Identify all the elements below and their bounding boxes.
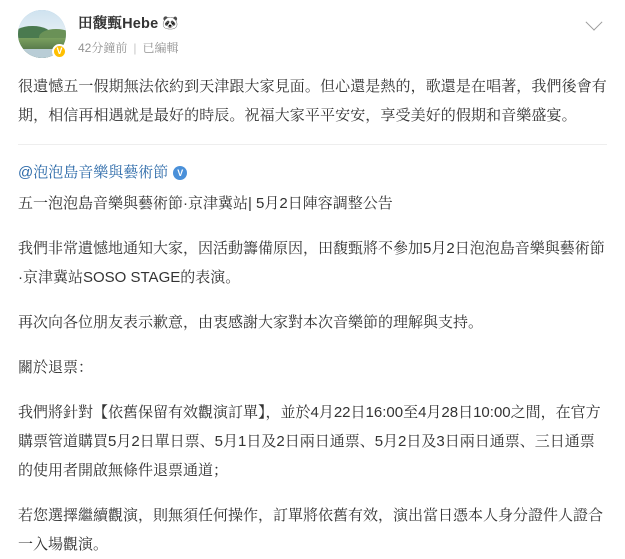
post-body bbox=[18, 72, 607, 130]
chevron-down-icon bbox=[586, 14, 603, 31]
quoted-account-mention[interactable]: @泡泡島音樂與藝術節 bbox=[18, 164, 169, 181]
post-meta bbox=[78, 39, 581, 56]
post-timestamp: 42分鐘前 bbox=[78, 41, 128, 55]
quoted-post-body bbox=[18, 234, 607, 559]
post-more-button[interactable] bbox=[581, 12, 607, 38]
author-name[interactable]: 田馥甄Hebe bbox=[78, 16, 159, 32]
verified-badge-icon: V bbox=[52, 44, 67, 59]
quoted-paragraph: 關於退票： bbox=[18, 359, 94, 376]
post-paragraph: 很遺憾五一假期無法依約到天津跟大家見面。但心還是熱的，歌還是在唱著，我們後會有期，相信再相遇就是最好的時辰。祝福大家平平安安，享受美好的假期和音樂盛宴。 bbox=[18, 78, 607, 124]
post-header-text bbox=[78, 10, 581, 56]
quoted-post-title: 五一泡泡島音樂與藝術節·京津冀站| 5月2日陣容調整公告 bbox=[18, 195, 393, 212]
post-header bbox=[18, 10, 607, 66]
quoted-post[interactable] bbox=[18, 144, 607, 559]
quoted-post-header bbox=[18, 159, 607, 187]
verified-badge-icon: V bbox=[173, 166, 187, 180]
quoted-paragraph: 再次向各位朋友表示歉意，由衷感謝大家對本次音樂節的理解與支持。 bbox=[18, 314, 484, 331]
panda-emoji-icon: 🐼 bbox=[162, 15, 179, 30]
quoted-paragraph: 若您選擇繼續觀演，則無須任何操作，訂單將依舊有效，演出當日憑本人身分證件人證合一入場觀演。 bbox=[18, 507, 604, 553]
quoted-paragraph: 我們將針對【依舊保留有效觀演訂單】，並於4月22日16:00至4月28日10:00之間，在官方購票管道購買5月2日單日票、5月1日及2日兩日通票、5月2日及3日兩日通票、三日通票的使用者開啟無條件退票通道； bbox=[18, 404, 601, 479]
meta-separator: | bbox=[133, 40, 137, 55]
post-edited-label: 已編輯 bbox=[142, 41, 179, 55]
avatar[interactable] bbox=[18, 10, 66, 58]
author-name-row bbox=[78, 12, 581, 33]
quoted-paragraph: 我們非常遺憾地通知大家，因活動籌備原因，田馥甄將不參加5月2日泡泡島音樂與藝術節·京津冀站SOSO STAGE的表演。 bbox=[18, 240, 605, 286]
